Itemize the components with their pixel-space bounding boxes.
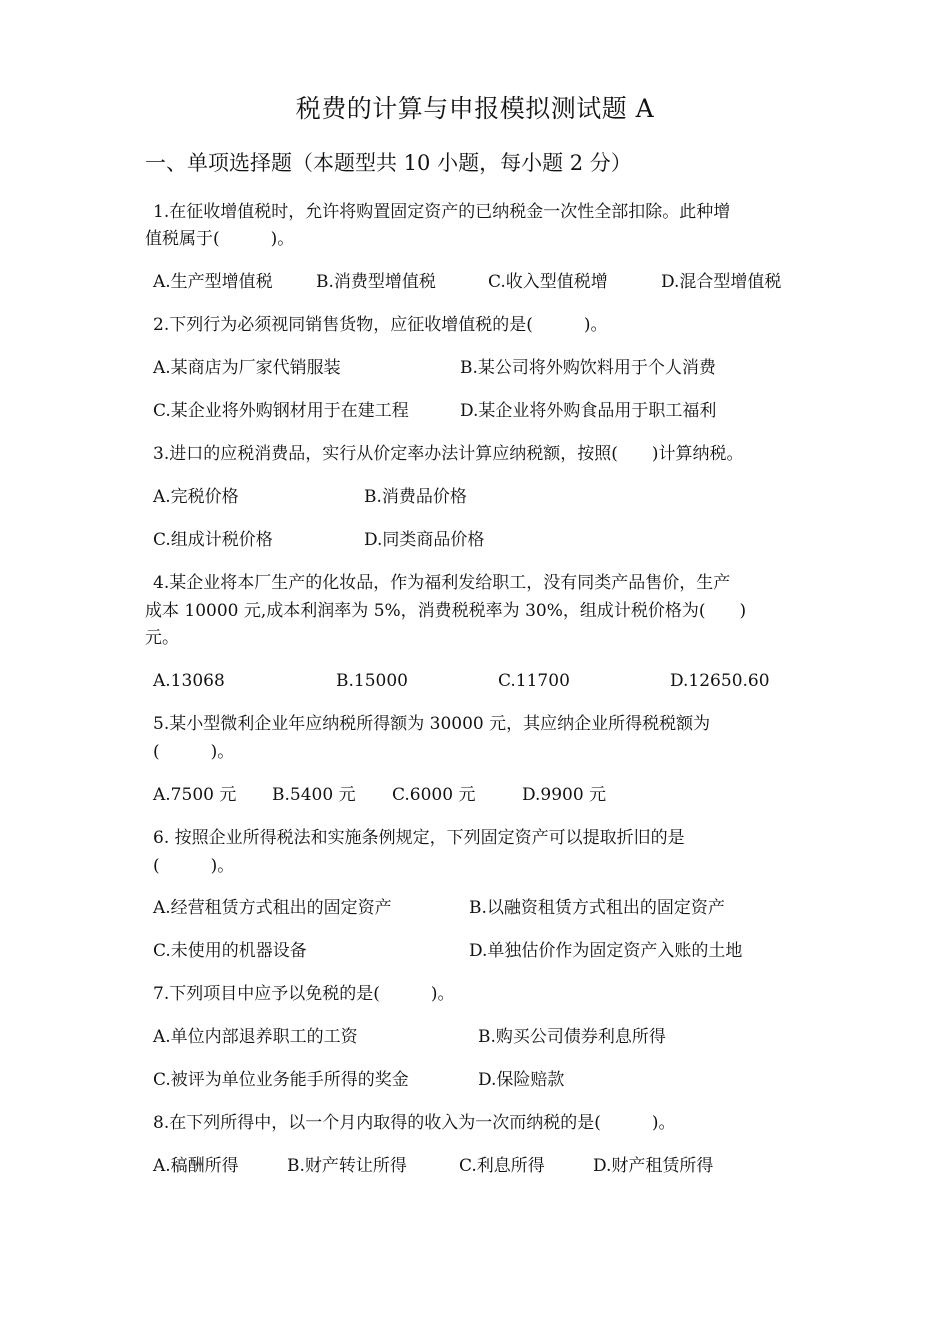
- question-4-option-c: C.11700: [498, 671, 570, 691]
- question-5-option-c: C.6000 元: [392, 785, 476, 805]
- question-2-line-1: 2.下列行为必须视同销售货物，应征收增值税的是( )。: [153, 315, 608, 335]
- question-1-option-b: B.消费型增值税: [316, 272, 436, 292]
- question-7-option-c: C.被评为单位业务能手所得的奖金: [153, 1070, 409, 1090]
- question-2-option-c: C.某企业将外购钢材用于在建工程: [153, 401, 409, 421]
- question-3-option-d: D.同类商品价格: [364, 530, 485, 550]
- question-7-option-d: D.保险赔款: [478, 1070, 565, 1090]
- question-7-line-1: 7.下列项目中应予以免税的是( )。: [153, 984, 455, 1004]
- question-4-line-2: 成本 10000 元,成本利润率为 5%，消费税税率为 30%，组成计税价格为( ): [145, 601, 747, 621]
- question-1-option-c: C.收入型值税增: [488, 272, 608, 292]
- question-6-line-1: 6. 按照企业所得税法和实施条例规定，下列固定资产可以提取折旧的是: [153, 828, 685, 848]
- question-3-option-b: B.消费品价格: [364, 487, 467, 507]
- question-7-option-a: A.单位内部退养职工的工资: [153, 1027, 358, 1047]
- question-8-option-d: D.财产租赁所得: [593, 1156, 714, 1176]
- question-6-option-a: A.经营租赁方式租出的固定资产: [153, 898, 392, 918]
- question-8-option-c: C.利息所得: [459, 1156, 545, 1176]
- question-6-line-2: ( )。: [153, 856, 235, 876]
- question-2-option-a: A.某商店为厂家代销服装: [153, 358, 341, 378]
- question-8-line-1: 8.在下列所得中，以一个月内取得的收入为一次而纳税的是( )。: [153, 1113, 676, 1133]
- question-1-line-1: 1.在征收增值税时，允许将购置固定资产的已纳税金一次性全部扣除。此种增: [153, 202, 731, 222]
- document-title: 税费的计算与申报模拟测试题 A: [295, 94, 655, 123]
- question-1-option-d: D.混合型增值税: [661, 272, 782, 292]
- question-8-option-b: B.财产转让所得: [287, 1156, 407, 1176]
- question-5-option-a: A.7500 元: [153, 785, 237, 805]
- question-4-option-a: A.13068: [153, 671, 225, 691]
- question-8-option-a: A.稿酬所得: [153, 1156, 239, 1176]
- question-4-option-d: D.12650.60: [670, 671, 770, 691]
- question-4-line-3: 元。: [145, 628, 179, 648]
- question-5-option-b: B.5400 元: [272, 785, 356, 805]
- question-3-option-c: C.组成计税价格: [153, 530, 273, 550]
- question-6-option-c: C.未使用的机器设备: [153, 941, 307, 961]
- section-heading: 一、单项选择题（本题型共 10 小题，每小题 2 分）: [145, 151, 632, 175]
- question-6-option-d: D.单独估价作为固定资产入账的土地: [469, 941, 743, 961]
- question-5-line-2: ( )。: [153, 742, 235, 762]
- question-7-option-b: B.购买公司债券利息所得: [478, 1027, 666, 1047]
- question-6-option-b: B.以融资租赁方式租出的固定资产: [469, 898, 725, 918]
- question-1-option-a: A.生产型增值税: [153, 272, 273, 292]
- question-5-option-d: D.9900 元: [522, 785, 607, 805]
- question-3-option-a: A.完税价格: [153, 487, 239, 507]
- question-1-line-2: 值税属于( )。: [145, 229, 295, 249]
- question-5-line-1: 5.某小型微利企业年应纳税所得额为 30000 元，其应纳企业所得税税额为: [153, 714, 711, 734]
- question-3-line-1: 3.进口的应税消费品，实行从价定率办法计算应纳税额，按照( )计算纳税。: [153, 444, 744, 464]
- question-2-option-b: B.某公司将外购饮料用于个人消费: [460, 358, 716, 378]
- question-2-option-d: D.某企业将外购食品用于职工福利: [460, 401, 717, 421]
- question-4-line-1: 4.某企业将本厂生产的化妆品，作为福利发给职工，没有同类产品售价，生产: [153, 573, 731, 593]
- question-4-option-b: B.15000: [336, 671, 408, 691]
